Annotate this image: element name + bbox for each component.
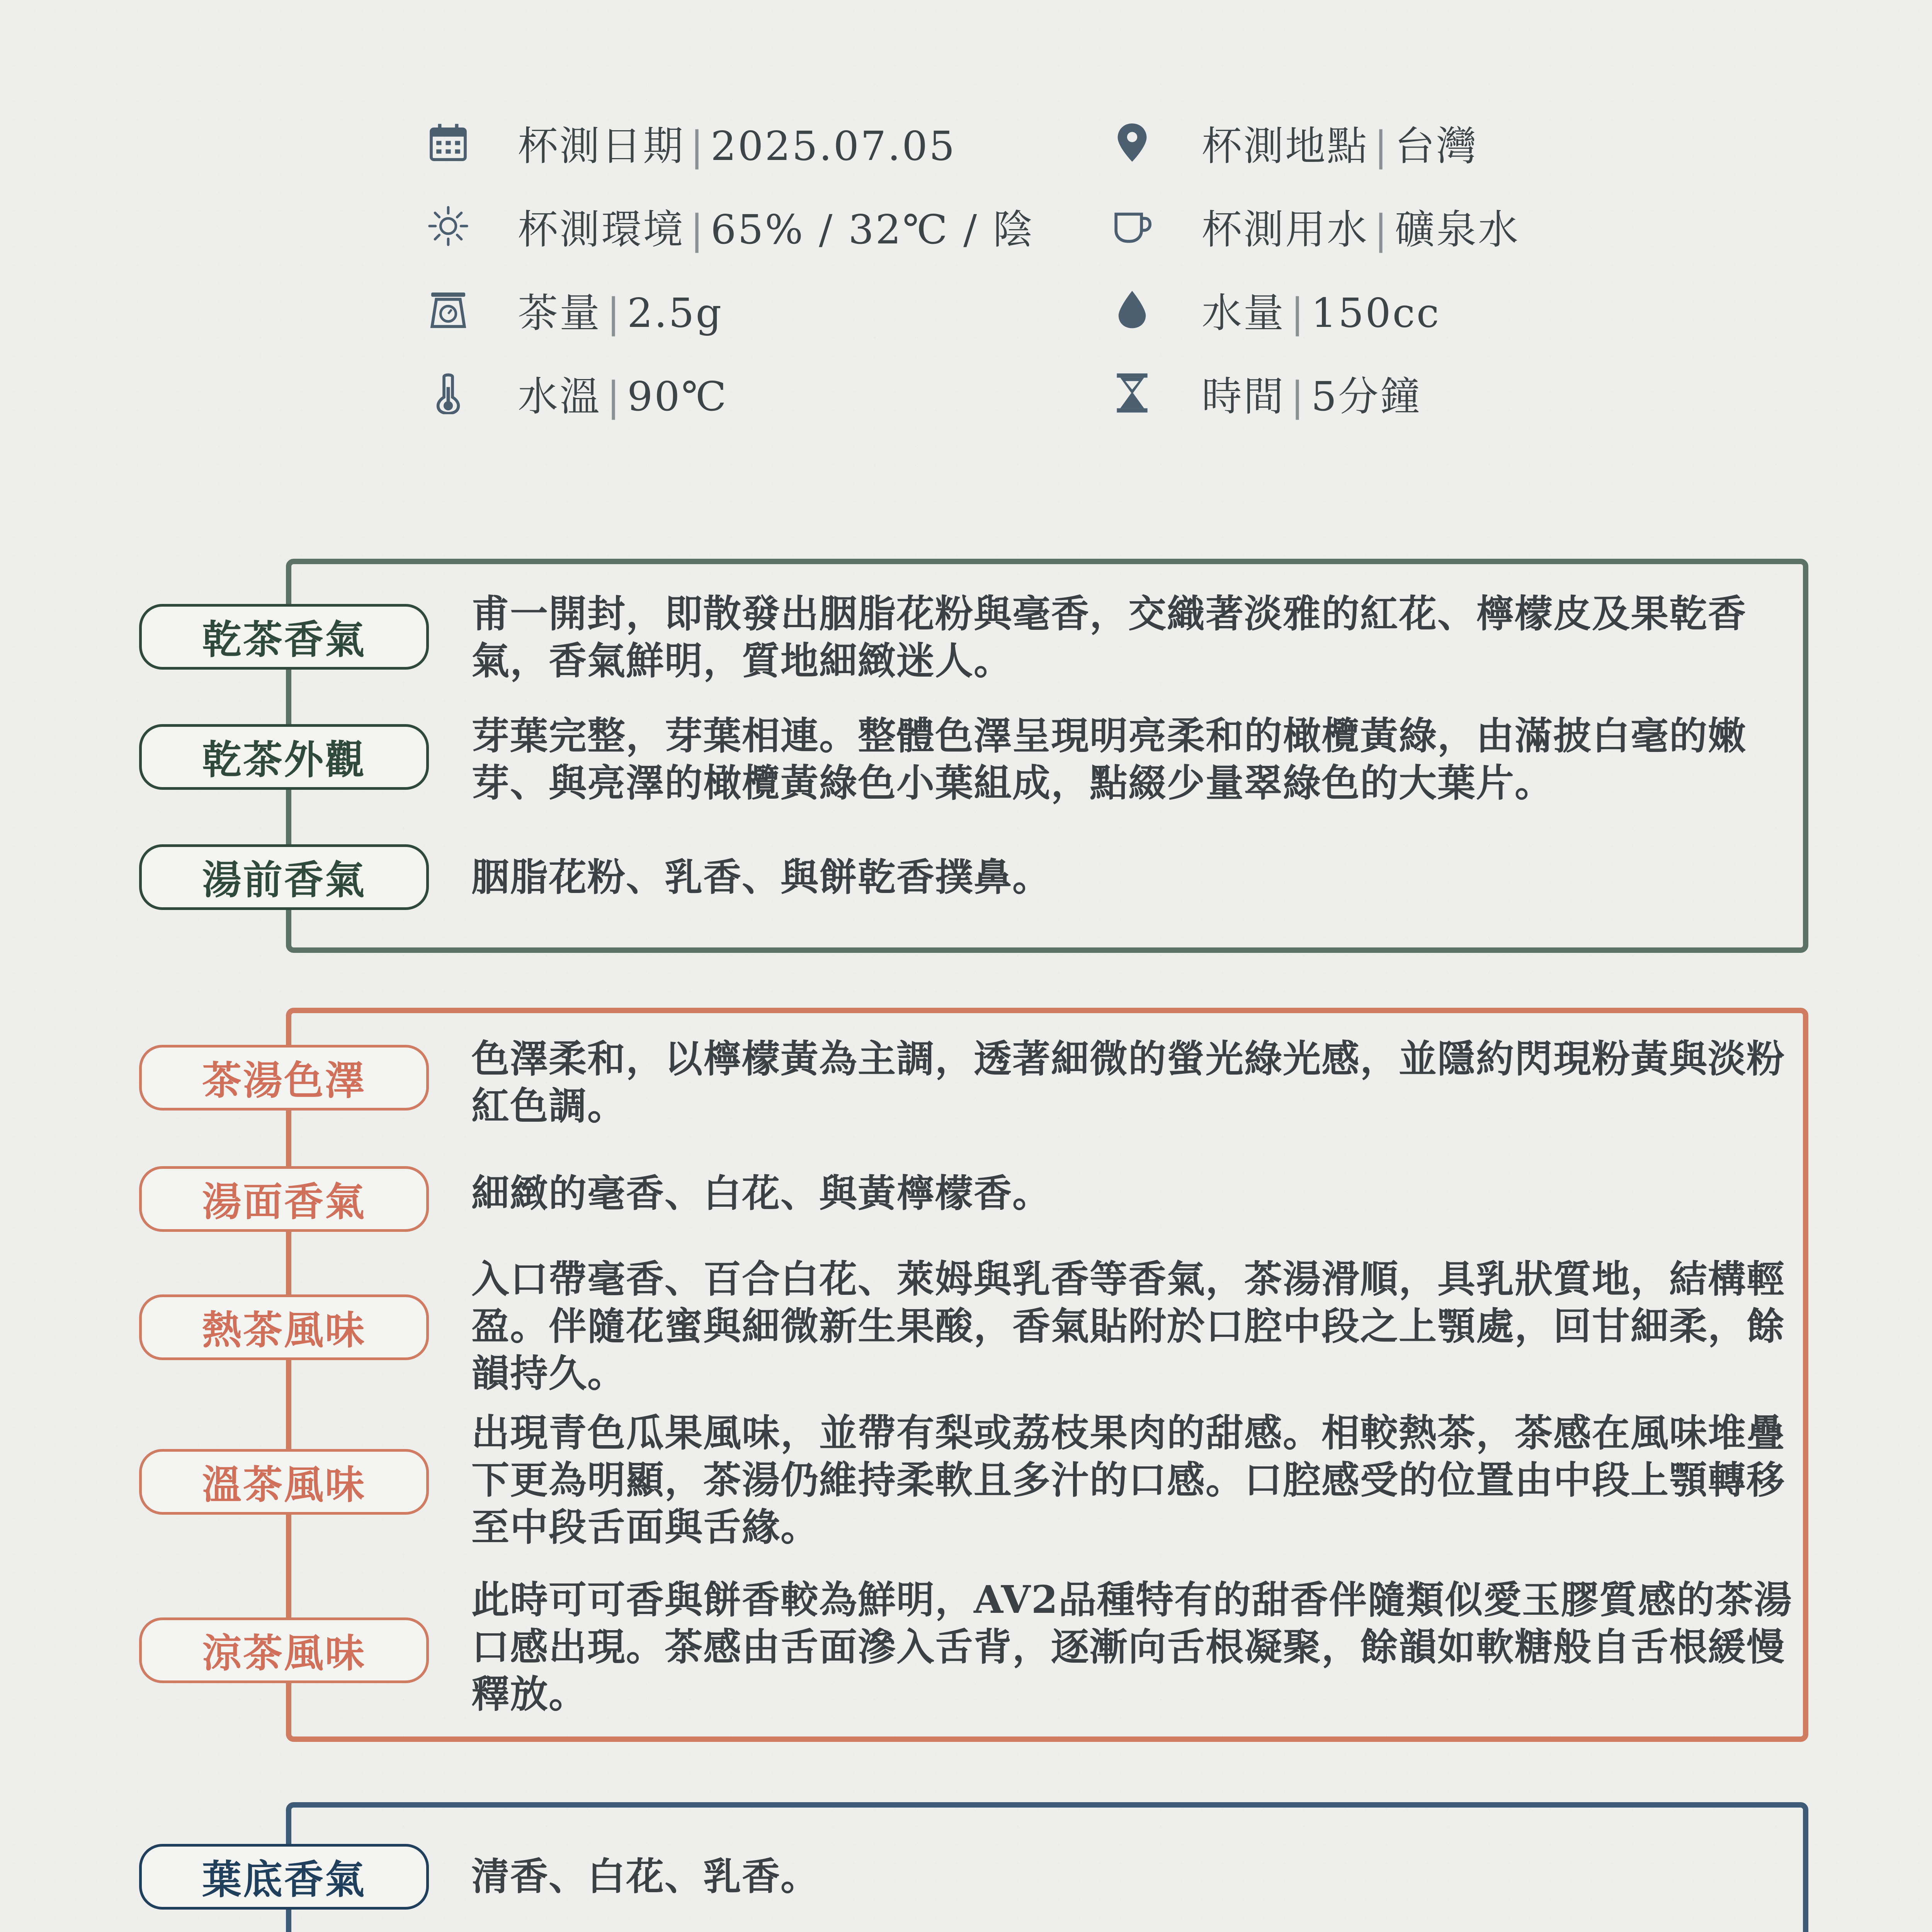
info-date-value: 2025.07.05 [711,122,956,170]
cupping-info-grid [425,108,1584,440]
text-dry-appearance: 芽葉完整，芽葉相連。整體色澤呈現明亮柔和的橄欖黃綠，由滿披白毫的嫩芽、與亮澤的橄欖黃綠色小葉組成，點綴少量翠綠色的大葉片。 [471,714,1747,805]
info-water-temp-label: 水溫 [518,373,602,420]
info-tea-amount-label: 茶量 [518,289,602,337]
info-environment-label: 杯測環境 [518,206,685,253]
info-water-amount-value: 150cc [1311,289,1441,337]
info-water-type-row: 杯測用水 | 礦泉水 [1109,197,1520,255]
sun-icon [425,203,471,249]
info-water-type-label: 杯測用水 [1202,206,1369,253]
tag-liquor-color: 茶湯色澤 [139,1045,429,1111]
info-date-row: 杯測日期 | 2025.07.05 [425,114,956,172]
tag-leaf-aroma: 葉底香氣 [139,1844,429,1910]
info-water-temp-value: 90℃ [627,373,728,420]
tag-dry-aroma: 乾茶香氣 [139,604,429,670]
hourglass-icon [1109,370,1155,416]
calendar-icon [425,119,471,166]
tag-warm-flavor: 溫茶風味 [139,1449,429,1515]
location-pin-icon [1109,119,1155,166]
info-time-row: 時間 | 5分鐘 [1109,364,1422,422]
info-location-value: 台灣 [1395,122,1478,170]
info-location-label: 杯測地點 [1202,122,1369,170]
tag-cool-flavor: 涼茶風味 [139,1617,429,1683]
scale-icon [425,286,471,333]
tag-surface-aroma: 湯面香氣 [139,1166,429,1232]
tag-hot-flavor: 熱茶風味 [139,1294,429,1360]
info-environment-row: 杯測環境 | 65% / 32℃ / 陰 [425,197,1034,255]
text-pre-brew-aroma: 胭脂花粉、乳香、與餅乾香撲鼻。 [471,855,1051,900]
text-hot-flavor: 入口帶毫香、百合白花、萊姆與乳香等香氣，茶湯滑順，具乳狀質地，結構輕盈。伴隨花蜜與細微新生果酸，香氣貼附於口腔中段之上顎處，回甘細柔，餘韻持久。 [471,1257,1786,1396]
info-tea-amount-row: 茶量 | 2.5g [425,281,723,338]
info-environment-value: 65% / 32℃ / 陰 [711,206,1035,253]
text-surface-aroma: 細緻的毫香、白花、與黃檸檬香。 [471,1171,1051,1216]
info-water-amount-row: 水量 | 150cc [1109,281,1440,338]
text-dry-aroma: 甫一開封，即散發出胭脂花粉與毫香，交織著淡雅的紅花、檸檬皮及果乾香氣，香氣鮮明，質地細緻迷人。 [471,592,1747,683]
info-water-amount-label: 水量 [1202,289,1286,337]
text-cool-flavor: 此時可可香與餅香較為鮮明，AV2品種特有的甜香伴隨類似愛玉膠質感的茶湯口感出現。茶感由舌面滲入舌背，逐漸向舌根凝聚，餘韻如軟糖般自舌根緩慢釋放。 [471,1578,1793,1716]
thermometer-icon [425,370,471,416]
info-tea-amount-value: 2.5g [627,289,723,337]
info-water-type-value: 礦泉水 [1395,206,1520,253]
info-water-temp-row: 水溫 | 90℃ [425,364,728,422]
text-warm-flavor: 出現青色瓜果風味，並帶有梨或荔枝果肉的甜感。相較熱茶，茶感在風味堆疊下更為明顯，茶湯仍維持柔軟且多汁的口感。口腔感受的位置由中段上顎轉移至中段舌面與舌緣。 [471,1411,1786,1549]
tag-pre-brew-aroma: 湯前香氣 [139,844,429,910]
tag-dry-appearance: 乾茶外觀 [139,724,429,790]
info-location-row: 杯測地點 | 台灣 [1109,114,1478,172]
text-liquor-color: 色澤柔和，以檸檬黃為主調，透著細微的螢光綠光感，並隱約閃現粉黃與淡粉紅色調。 [471,1037,1786,1128]
text-leaf-aroma: 清香、白花、乳香。 [471,1854,820,1899]
info-date-label: 杯測日期 [518,122,685,170]
info-time-label: 時間 [1202,373,1286,420]
water-drop-icon [1109,286,1155,333]
info-time-value: 5分鐘 [1311,373,1422,420]
cup-icon [1109,203,1155,249]
